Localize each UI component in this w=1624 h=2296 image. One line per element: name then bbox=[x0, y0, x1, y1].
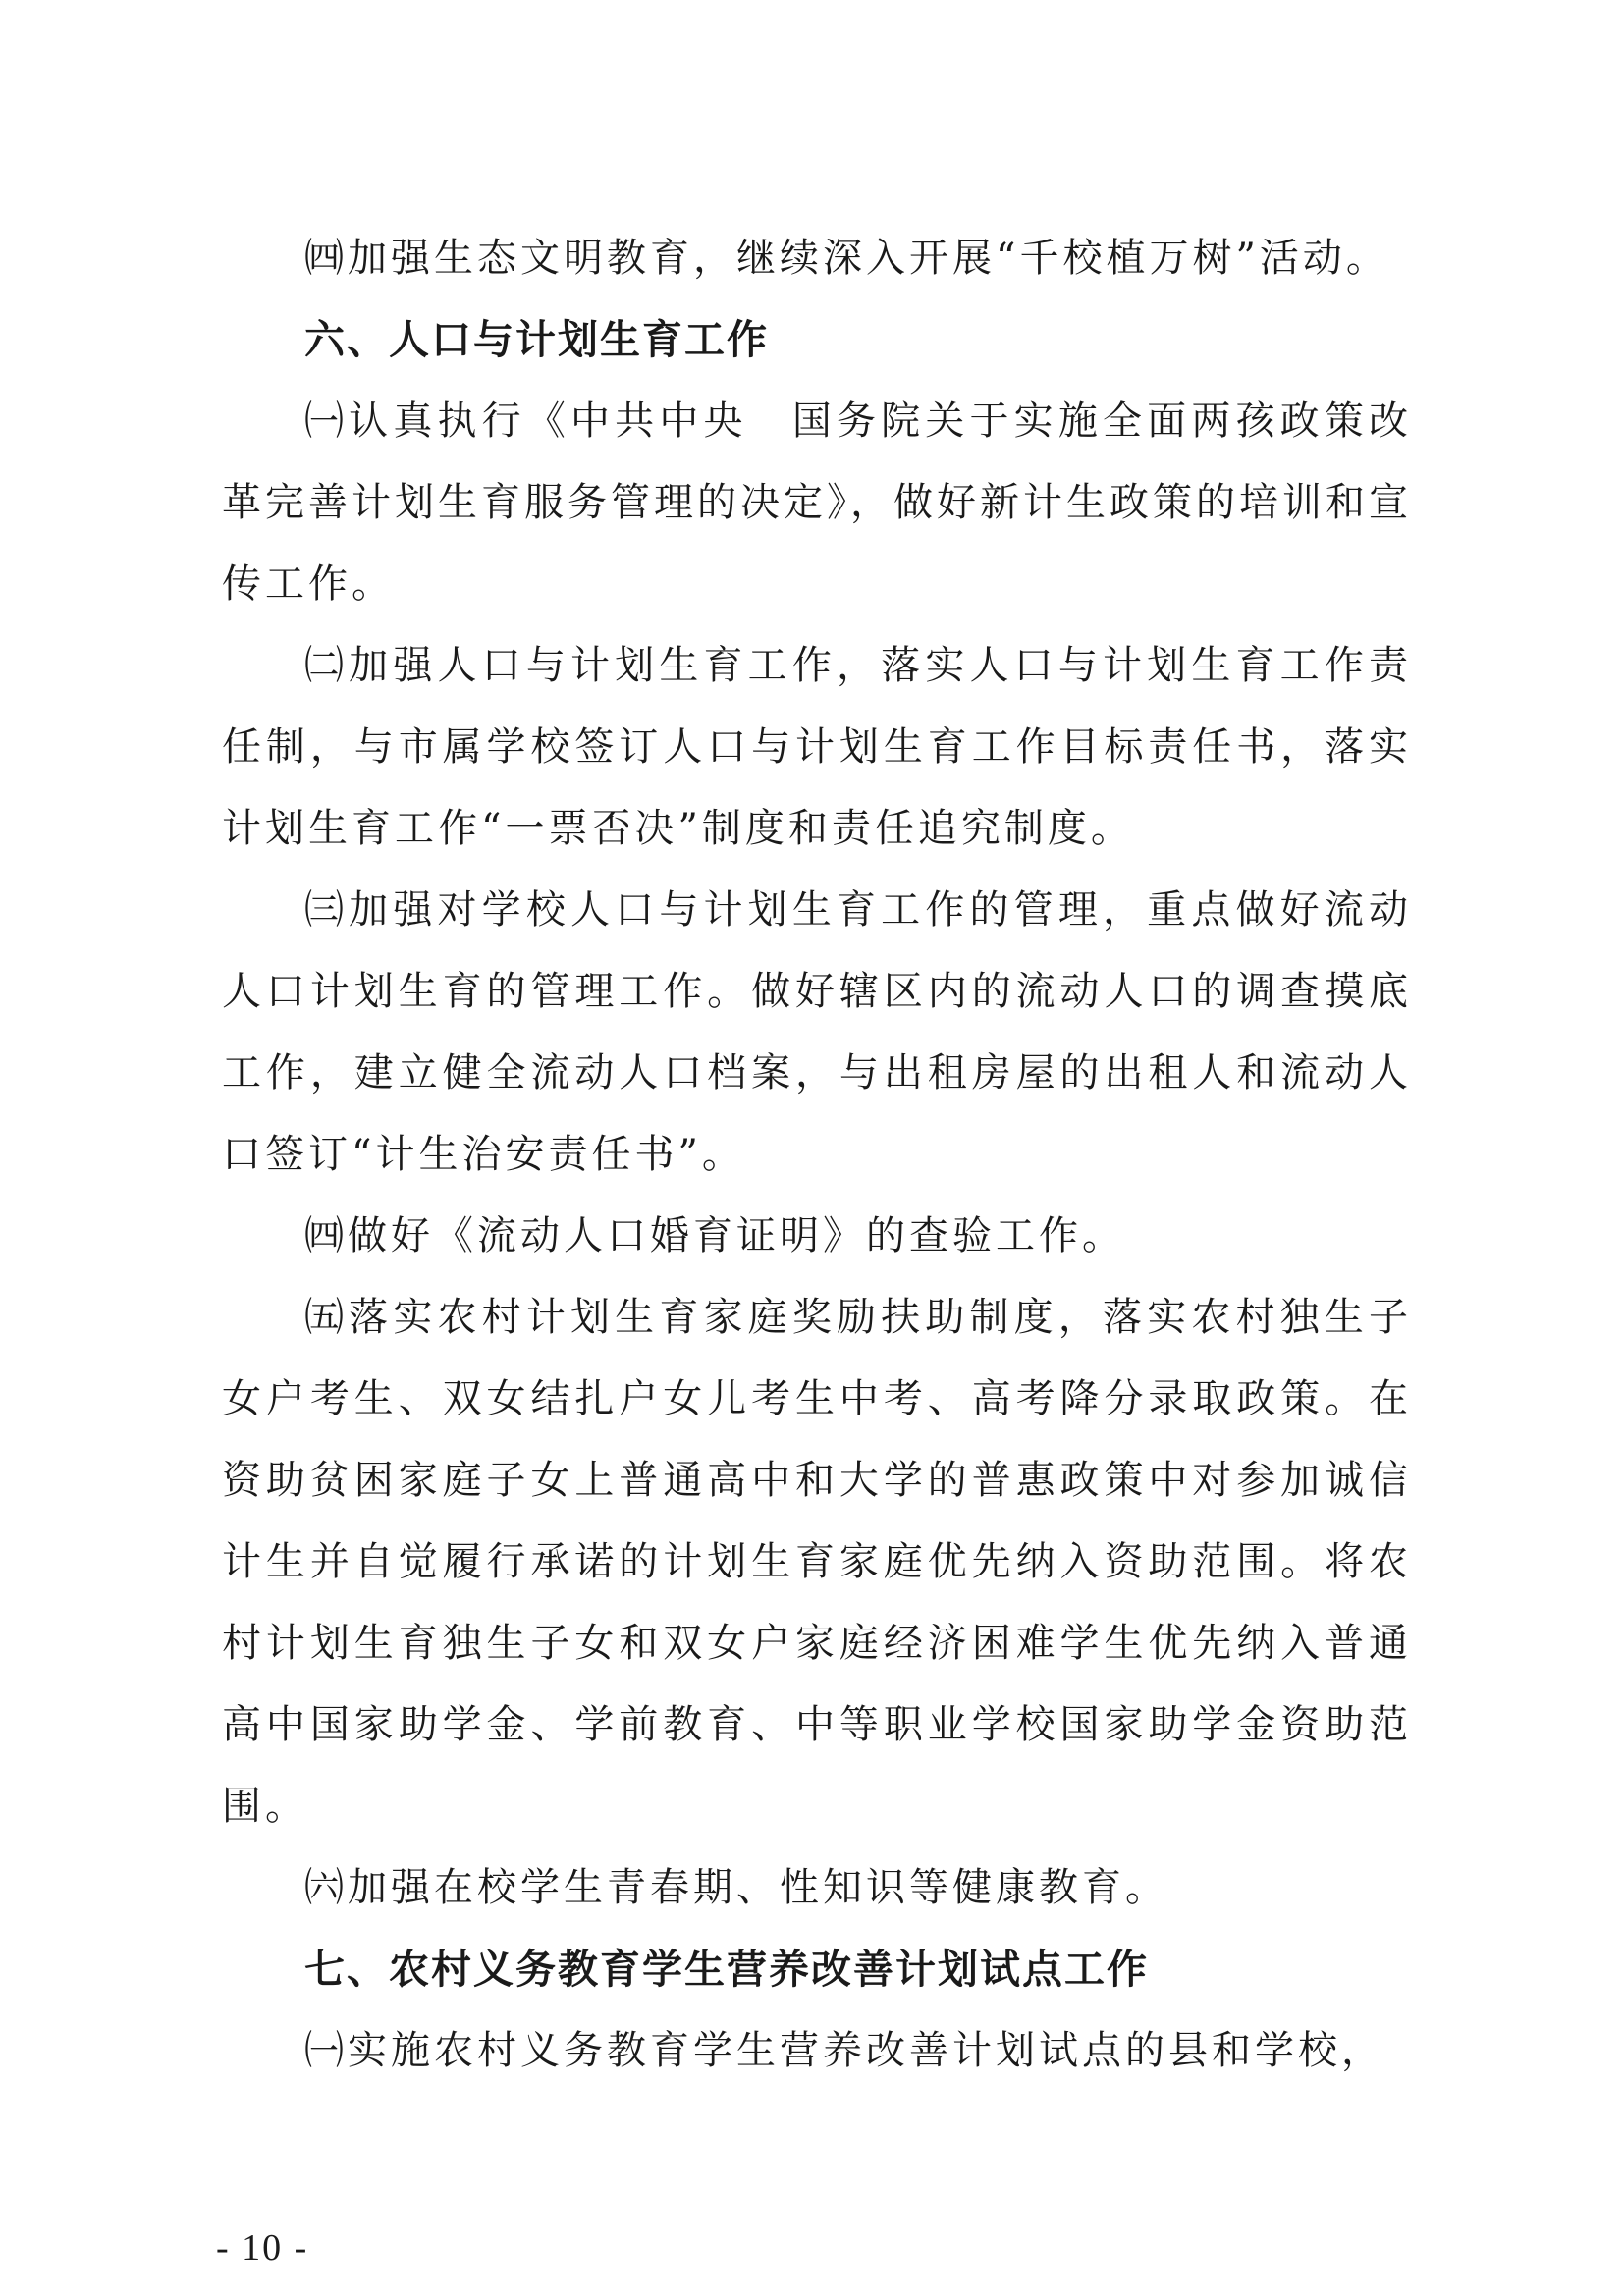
paragraph-marriage-certificate: ㈣做好《流动人口婚育证明》的查验工作。 bbox=[304, 1213, 1125, 1258]
paragraph-policy-execution: ㈠认真执行《中共中央 国务院关于实施全面两孩政策改革完善计划生育服务管理的决定》，做好新计生政策的培训和宣传工作。 bbox=[222, 399, 1412, 607]
document-body bbox=[222, 218, 1412, 2092]
paragraph-responsibility-system: ㈡加强人口与计划生育工作，落实人口与计划生育工作责任制，与市属学校签订人口与计划生育工作目标责任书，落实计划生育工作“一票否决”制度和责任追究制度。 bbox=[222, 643, 1412, 851]
paragraph-rural-incentives: ㈤落实农村计划生育家庭奖励扶助制度，落实农村独生子女户考生、双女结扎户女儿考生中考、高考降分录取政策。在资助贫困家庭子女上普通高中和大学的普惠政策中对参加诚信计生并自觉履行承诺的计划生育家庭优先纳入资助范围。将农村计划生育独生子女和双女户家庭经济困难学生优先纳入普通高中国家助学金、学前教育、中等职业学校国家助学金资助范围。 bbox=[222, 1295, 1412, 1829]
paragraph-eco-education: ㈣加强生态文明教育，继续深入开展“千校植万树”活动。 bbox=[304, 236, 1389, 281]
section-heading-population: 六、人口与计划生育工作 bbox=[304, 316, 769, 363]
paragraph-health-education: ㈥加强在校学生青春期、性知识等健康教育。 bbox=[304, 1865, 1168, 1910]
section-heading-nutrition: 七、农村义务教育学生营养改善计划试点工作 bbox=[304, 1946, 1149, 1993]
paragraph-nutrition-pilot: ㈠实施农村义务教育学生营养改善计划试点的县和学校， bbox=[304, 2028, 1384, 2073]
paragraph-floating-population: ㈢加强对学校人口与计划生育工作的管理，重点做好流动人口计划生育的管理工作。做好辖区内的流动人口的调查摸底工作，建立健全流动人口档案，与出租房屋的出租人和流动人口签订“计生治安责任书”。 bbox=[222, 887, 1412, 1177]
page-number: - 10 - bbox=[216, 2227, 309, 2269]
